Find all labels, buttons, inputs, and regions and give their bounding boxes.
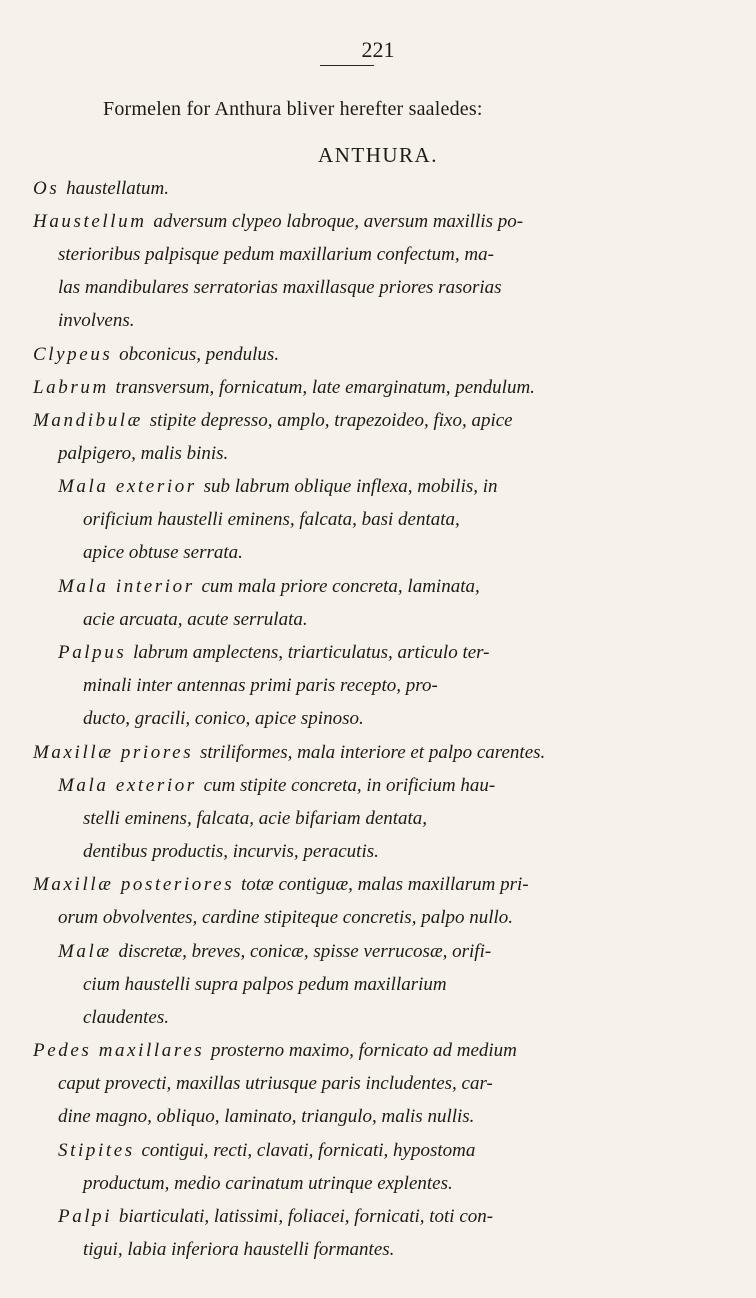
formula-line — [83, 540, 243, 566]
description: dine magno, obliquo, laminato, triangulo, malis nullis. — [58, 1106, 475, 1127]
formula-line — [58, 905, 513, 931]
term: Mandibulæ — [33, 410, 143, 431]
description: labrum amplectens, triarticulatus, articulo ter- — [133, 642, 490, 663]
description: caput provecti, maxillas utriusque paris includentes, car- — [58, 1073, 493, 1094]
term: Maxillæ posteriores — [33, 874, 235, 895]
formula-line — [83, 806, 427, 832]
term: Mala exterior — [58, 476, 197, 497]
formula-line — [33, 375, 535, 401]
formula-line — [58, 574, 480, 600]
description: claudentes. — [83, 1007, 170, 1028]
description: palpigero, malis binis. — [58, 443, 229, 464]
formula-line — [33, 1038, 517, 1064]
formula-line — [83, 507, 460, 533]
formula-line — [33, 408, 513, 434]
term: Palpus — [58, 642, 127, 663]
description: cium haustelli supra palpos pedum maxillarium — [83, 974, 447, 995]
formula-line — [58, 441, 228, 467]
description: apice obtuse serrata. — [83, 542, 243, 563]
description: biarticulati, latissimi, foliacei, fornicati, toti con- — [118, 1206, 494, 1227]
formula-line — [58, 1138, 475, 1164]
formula-line — [83, 839, 379, 865]
description: orificium haustelli eminens, falcata, basi dentata, — [83, 509, 460, 530]
term: Labrum — [33, 377, 109, 398]
description: cum stipite concreta, in orificium hau- — [203, 775, 496, 796]
term: Haustellum — [33, 211, 147, 232]
description: contigui, recti, clavati, fornicati, hypostoma — [141, 1140, 476, 1161]
formula-line — [58, 275, 502, 301]
description: stelli eminens, falcata, acie bifariam dentata, — [83, 808, 428, 829]
description: las mandibulares serratorias maxillasque priores rasorias — [58, 277, 502, 298]
section-heading: ANTHURA. — [318, 143, 438, 167]
description: ducto, gracili, conico, apice spinoso. — [83, 708, 364, 729]
formula-line — [58, 308, 135, 334]
intro-sentence: Formelen for Anthura bliver herefter saaledes: — [103, 98, 483, 120]
formula-line — [58, 1204, 493, 1230]
term: Os — [33, 178, 60, 199]
formula-line — [33, 176, 169, 202]
description: minali inter antennas primi paris recepto, pro- — [83, 675, 438, 696]
description: prosterno maximo, fornicato ad medium — [210, 1040, 517, 1061]
formula-line — [58, 1071, 493, 1097]
formula-line — [58, 1104, 474, 1130]
description: dentibus productis, incurvis, peracutis. — [83, 841, 379, 862]
formula-line — [83, 1171, 453, 1197]
description: tigui, labia inferiora haustelli formantes. — [83, 1239, 395, 1260]
term: Clypeus — [33, 344, 113, 365]
formula-line — [33, 342, 279, 368]
description: transversum, fornicatum, late emarginatum, pendulum. — [115, 377, 535, 398]
formula-line — [83, 1237, 394, 1263]
description: discretæ, breves, conicæ, spisse verrucosæ, orifi- — [118, 941, 492, 962]
description: haustellatum. — [66, 178, 169, 199]
formula-line — [83, 1005, 169, 1031]
description: adversum clypeo labroque, aversum maxillis po- — [153, 211, 524, 232]
formula-line — [58, 939, 491, 965]
page-number: 221 — [361, 37, 395, 62]
description: stipite depresso, amplo, trapezoideo, fixo, apice — [149, 410, 513, 431]
formula-line — [83, 706, 364, 732]
term: Mala interior — [58, 576, 195, 597]
term: Mala exterior — [58, 775, 197, 796]
formula-line — [83, 673, 438, 699]
term: Malæ — [58, 941, 112, 962]
description: acie arcuata, acute serrulata. — [83, 609, 308, 630]
formula-line — [83, 607, 308, 633]
formula-line — [58, 474, 498, 500]
description: sub labrum oblique inflexa, mobilis, in — [203, 476, 498, 497]
term: Maxillæ priores — [33, 742, 194, 763]
formula-line — [58, 242, 494, 268]
formula-line — [83, 972, 447, 998]
description: striliformes, mala interiore et palpo carentes. — [199, 742, 546, 763]
description: obconicus, pendulus. — [119, 344, 280, 365]
term: Stipites — [58, 1140, 135, 1161]
term: Palpi — [58, 1206, 113, 1227]
formula-line — [33, 209, 523, 235]
formula-line — [58, 773, 495, 799]
description: cum mala priore concreta, laminata, — [201, 576, 480, 597]
term: Pedes maxillares — [33, 1040, 205, 1061]
description: productum, medio carinatum utrinque explentes. — [83, 1173, 453, 1194]
description: totæ contiguæ, malas maxillarum pri- — [240, 874, 529, 895]
formula-line — [33, 872, 529, 898]
description: orum obvolventes, cardine stipiteque concretis, palpo nullo. — [58, 907, 514, 928]
description: sterioribus palpisque pedum maxillarium confectum, ma- — [58, 244, 494, 265]
page-number-rule — [320, 65, 374, 66]
formula-line — [33, 740, 545, 766]
description: involvens. — [58, 310, 135, 331]
formula-line — [58, 640, 490, 666]
